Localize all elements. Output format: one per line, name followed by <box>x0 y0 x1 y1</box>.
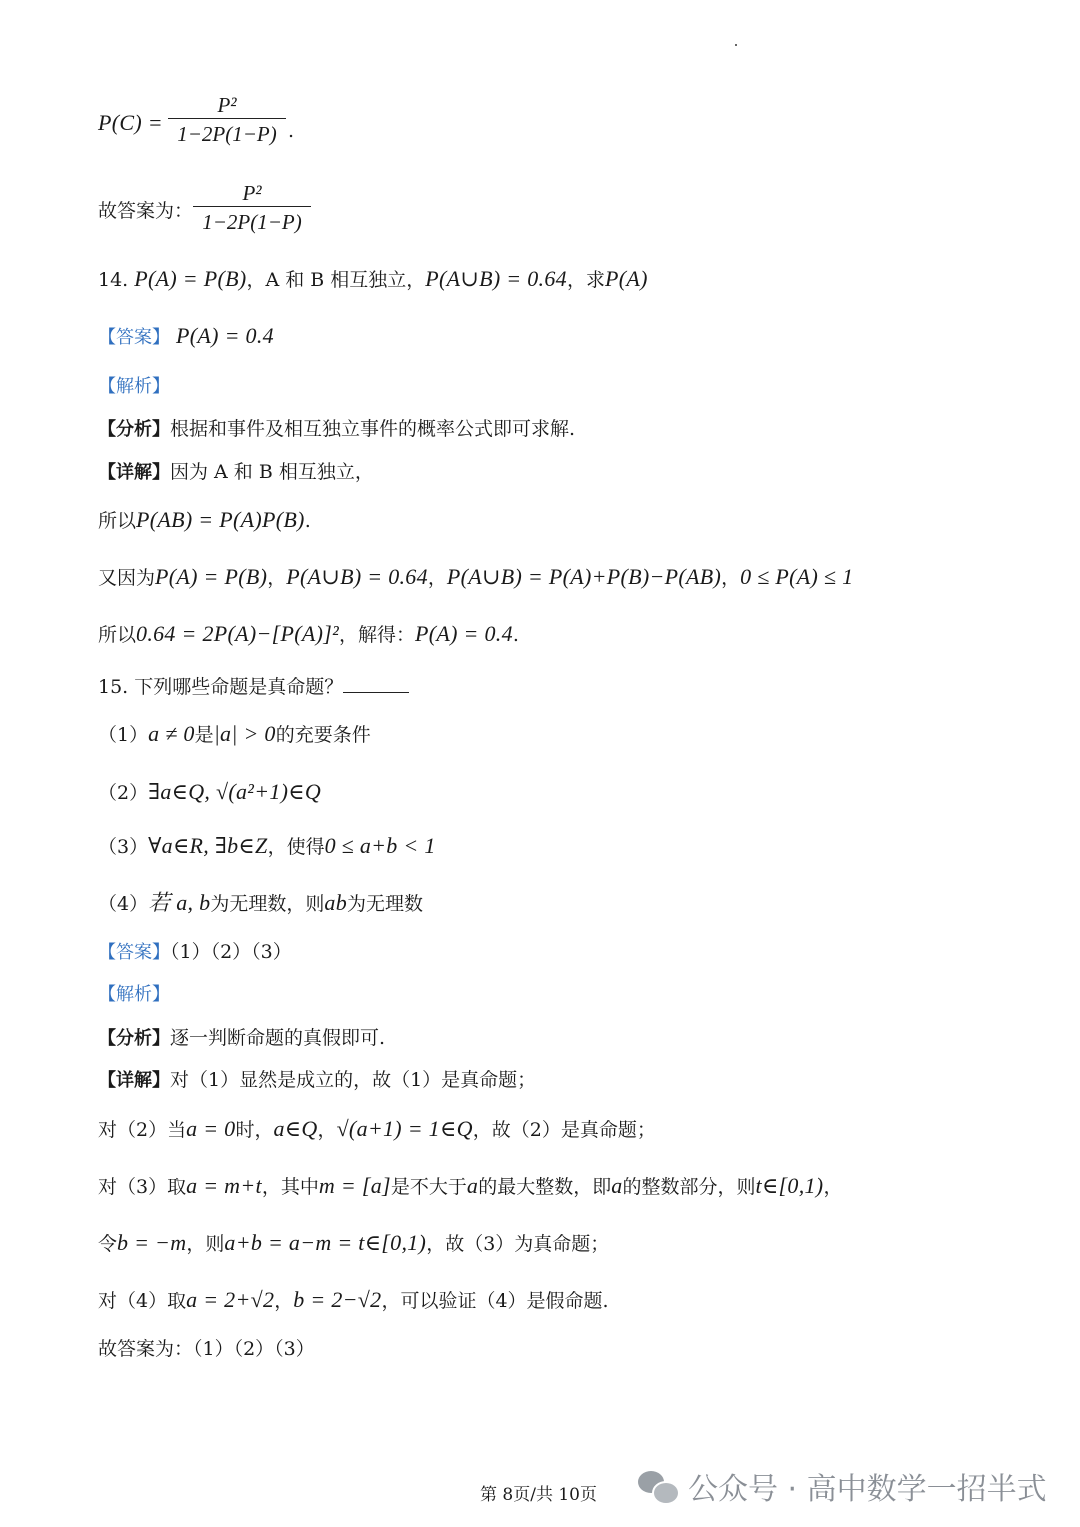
text: ， <box>267 567 287 589</box>
watermark-text: 公众号 · 高中数学一招半式 <box>688 1472 1047 1507</box>
text: ，故（2）是真命题； <box>472 1119 656 1141</box>
math: 若 a, b <box>148 890 211 915</box>
text: ，则 <box>186 1233 225 1255</box>
q15-xiangjie <box>98 1065 536 1096</box>
item-label: （4） <box>98 893 149 915</box>
q15-jiexi-tag: 【解析】 <box>98 984 170 1005</box>
math: 0 ≤ a+b < 1 <box>324 833 436 858</box>
text: 所以 <box>98 624 137 646</box>
q15-line3 <box>98 1228 609 1259</box>
q14-answer <box>98 321 274 353</box>
q15-item-4 <box>98 888 423 919</box>
math: b = −m <box>117 1230 187 1255</box>
text: ， <box>823 1176 843 1198</box>
watermark <box>638 1464 1047 1508</box>
pc-lhs: P(C) = <box>98 110 163 135</box>
page-number: 第 8页/共 10页 <box>480 1485 597 1505</box>
text: 为无理数 <box>347 893 424 915</box>
pc-numerator: P² <box>217 93 237 117</box>
answer13-denominator: 1−2P(1−P) <box>202 210 302 234</box>
text: 是不大于 <box>390 1176 467 1198</box>
math: P(A) <box>604 266 648 291</box>
math: P(A∪B) = P(A)+P(B)−P(AB) <box>446 564 722 589</box>
math: 0 ≤ P(A) ≤ 1 <box>740 564 854 589</box>
fenxi-tag: 【分析】 <box>98 1028 170 1049</box>
text: 的充要条件 <box>275 724 371 746</box>
fenxi-text: 根据和事件及相互独立事件的概率公式即可求解. <box>170 418 576 440</box>
math: a = m+t <box>186 1173 262 1198</box>
math: P(A∪B) = 0.64 <box>286 564 428 589</box>
q14-line3 <box>98 619 519 650</box>
math: |a| > 0 <box>213 721 276 746</box>
text: ，A 和 B 相互独立， <box>246 269 426 291</box>
question-14 <box>98 264 648 295</box>
q15-item-2 <box>98 777 321 808</box>
q14-xiangjie <box>98 457 374 488</box>
math: m = [a] <box>318 1173 391 1198</box>
text: 为无理数，则 <box>210 893 325 915</box>
item-label: （1） <box>98 724 149 746</box>
text: ，解得： <box>338 624 415 646</box>
math: ∀a∈R, ∃b∈Z <box>148 833 268 858</box>
q14-jiexi-tag: 【解析】 <box>98 376 170 397</box>
pc-trail: . <box>288 120 295 142</box>
text: 又因为 <box>98 567 156 589</box>
text: ，可以验证（4）是假命题. <box>381 1290 609 1312</box>
answer-blank <box>343 670 409 693</box>
math: P(A) = 0.4 <box>415 621 513 646</box>
math: a = 2+√2 <box>186 1287 275 1312</box>
math: a+b = a−m = t∈[0,1) <box>224 1230 427 1255</box>
q15-line1 <box>98 1114 656 1145</box>
text: 的最大整数，即 <box>478 1176 612 1198</box>
xiangjie-text: 因为 A 和 B 相互独立， <box>170 461 374 483</box>
text: . <box>512 624 519 646</box>
text: ， <box>274 1290 294 1312</box>
question-number: 15. <box>98 676 129 698</box>
math: a <box>611 1173 623 1198</box>
pc-fraction <box>168 92 286 149</box>
math: b = 2−√2 <box>293 1287 382 1312</box>
text: 对（4）取 <box>98 1290 187 1312</box>
math: ∃a∈Q, √(a²+1)∈Q <box>148 779 322 804</box>
text: ，使得 <box>267 836 325 858</box>
question-text: 下列哪些命题是真命题？ <box>134 676 344 698</box>
item-label: （3） <box>98 836 149 858</box>
text: 对（2）当 <box>98 1119 187 1141</box>
q14-line1 <box>98 505 311 536</box>
text: 时， <box>235 1119 274 1141</box>
math: P(A∪B) = 0.64 <box>425 266 567 291</box>
pc-formula-line <box>98 108 163 139</box>
text: 对（3）取 <box>98 1176 187 1198</box>
text: ，故（3）为真命题； <box>426 1233 610 1255</box>
math: P(A) = P(B) <box>155 564 268 589</box>
text: 是 <box>194 724 214 746</box>
math: t∈[0,1) <box>755 1173 824 1198</box>
math: P(AB) = P(A)P(B) <box>136 507 305 532</box>
text: ， <box>721 567 741 589</box>
fenxi-text: 逐一判断命题的真假即可. <box>170 1027 386 1049</box>
q15-line2 <box>98 1171 842 1202</box>
math: a <box>466 1173 479 1198</box>
xiangjie-tag: 【详解】 <box>98 462 170 483</box>
answer-value: P(A) = 0.4 <box>176 323 274 348</box>
text: 令 <box>98 1233 118 1255</box>
question-15 <box>98 670 409 702</box>
math: a ≠ 0 <box>148 721 195 746</box>
q15-item-1 <box>98 719 371 750</box>
item-label: （2） <box>98 782 149 804</box>
answer13-prefix: 故答案为： <box>98 200 194 222</box>
text: 所以 <box>98 510 137 532</box>
q15-final-answer: 故答案为：（1）（2）（3） <box>98 1338 315 1360</box>
stray-mark <box>735 44 737 46</box>
pc-denominator: 1−2P(1−P) <box>177 122 277 146</box>
xiangjie-tag: 【详解】 <box>98 1070 170 1091</box>
answer13-fraction <box>193 180 311 237</box>
q15-answer <box>98 937 292 968</box>
math: P(A) = P(B) <box>134 266 247 291</box>
answer-value: （1）（2）（3） <box>170 941 292 963</box>
math: a = 0 <box>186 1116 236 1141</box>
text: . <box>304 510 311 532</box>
answer-tag: 【答案】 <box>98 942 170 963</box>
question-number: 14. <box>98 269 129 291</box>
wechat-icon <box>638 1469 678 1503</box>
q14-line2 <box>98 562 853 593</box>
math: a∈Q <box>273 1116 318 1141</box>
q15-fenxi <box>98 1023 385 1054</box>
text: ， <box>317 1119 337 1141</box>
math: √(a+1) = 1∈Q <box>336 1116 473 1141</box>
text: ，求 <box>566 269 605 291</box>
q15-line4 <box>98 1285 609 1316</box>
text: 的整数部分，则 <box>622 1176 756 1198</box>
math: 0.64 = 2P(A)−[P(A)]² <box>136 621 339 646</box>
text: ，其中 <box>261 1176 319 1198</box>
fenxi-tag: 【分析】 <box>98 419 170 440</box>
q14-fenxi <box>98 414 575 445</box>
answer13-numerator: P² <box>242 181 262 205</box>
answer-tag: 【答案】 <box>98 327 170 348</box>
text: ， <box>427 567 447 589</box>
math: ab <box>324 890 348 915</box>
xiangjie-text: 对（1）显然是成立的，故（1）是真命题； <box>170 1069 537 1091</box>
q15-item-3 <box>98 831 436 862</box>
